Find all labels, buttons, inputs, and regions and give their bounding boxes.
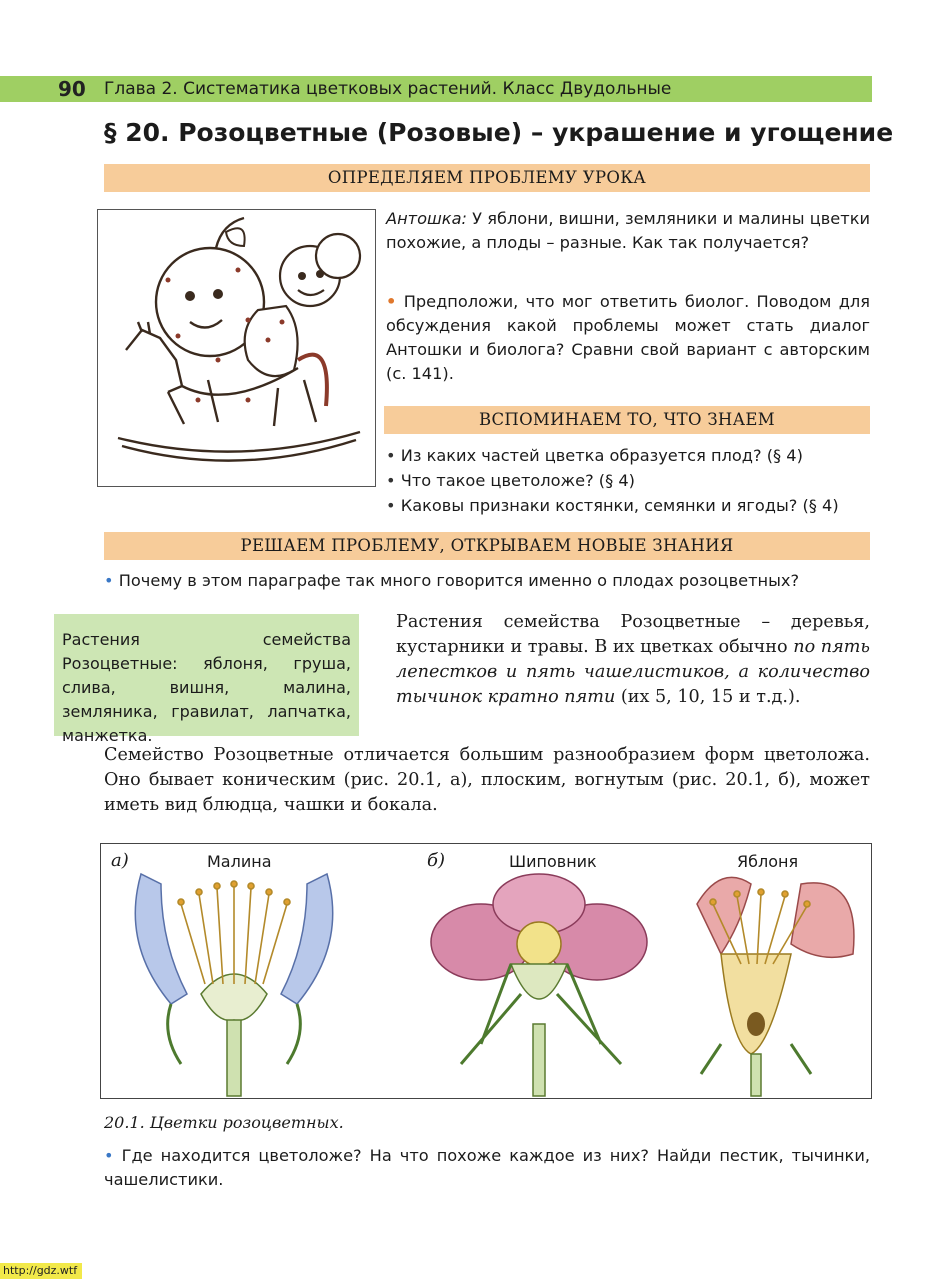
bullet-icon: • (386, 292, 397, 311)
figure-label-a: а) (111, 850, 129, 871)
question-final (104, 1144, 870, 1192)
bullet-icon: • (104, 1146, 114, 1165)
figure-frame (100, 843, 872, 1099)
antoshka-illustration (97, 209, 376, 487)
recall-item-text: Что такое цветоложе? (§ 4) (400, 471, 635, 490)
figure-name-apple: Яблоня (737, 852, 799, 871)
figure-label-b: б) (427, 850, 446, 871)
band-solve: РЕШАЕМ ПРОБЛЕМУ, ОТКРЫВАЕМ НОВЫЕ ЗНАНИЯ (104, 532, 870, 560)
page-number: 90 (58, 77, 86, 101)
paragraph-1-tail: (их 5, 10, 15 и т.д.). (615, 687, 801, 707)
raspberry-flower-icon (135, 874, 332, 1096)
dialog-line: У яблони, вишни, земляники и малины цветки похожие, а плоды – разные. Как так получается? (386, 209, 870, 252)
figure-name-raspberry: Малина (207, 852, 272, 871)
recall-item-text: Из каких частей цветка образуется плод? (§ 4) (400, 446, 803, 465)
bullet-icon: • (386, 471, 396, 490)
band-recall: ВСПОМИНАЕМ ТО, ЧТО ЗНАЕМ (384, 406, 870, 434)
section-title: § 20. Розоцветные (Розовые) – украшение и угощение (104, 118, 894, 147)
paragraph-1-text: Растения семейства Розоцветные – деревья, кустарники и травы. В их цветках обычно (396, 612, 870, 657)
apple-character-icon (156, 218, 360, 403)
watermark: http://gdz.wtf (0, 1263, 82, 1279)
dialog-text (386, 207, 870, 255)
band-problem: ОПРЕДЕЛЯЕМ ПРОБЛЕМУ УРОКА (104, 164, 870, 192)
paragraph-2: Семейство Розоцветные отличается большим разнообразием форм цветоложа. Оно бывает коническим (рис. 20.1, а), плоским, вогнутым (рис. 20.1, б), может иметь вид блюдца, чашки и бокала. (104, 745, 870, 815)
bullet-icon: • (104, 571, 114, 590)
task-1 (386, 290, 870, 386)
recall-item (386, 469, 870, 493)
bullet-icon: • (386, 496, 396, 515)
figure-name-rosehip: Шиповник (509, 852, 597, 871)
dialog-speaker: Антошка: (386, 209, 467, 228)
recall-item (386, 494, 870, 518)
question-main-text: Почему в этом параграфе так много говорится именно о плодах розоцветных? (118, 571, 800, 590)
chapter-title: Глава 2. Систематика цветковых растений. Класс Двудольные (104, 79, 672, 99)
apple-flower-icon (697, 877, 854, 1096)
paragraph-1-emphasis: по пять лепестков и пять чашелистиков, а количество тычинок кратно пяти (396, 637, 870, 707)
recall-item (386, 444, 870, 468)
paragraph-1 (396, 610, 870, 710)
question-final-text: Где находится цветоложе? На что похоже каждое из них? Найди пестик, тычинки, чашелистики. (104, 1146, 871, 1189)
bullet-icon: • (386, 446, 396, 465)
figure-caption: 20.1. Цветки розоцветных. (104, 1113, 344, 1132)
recall-item-text: Каковы признаки костянки, семянки и ягоды? (§ 4) (400, 496, 839, 515)
sidebar-note: Растения семейства Розоцветные: яблоня, груша, слива, вишня, малина, земляника, гравилат, лапчатка, манжетка. (54, 614, 359, 736)
task-1-text: Предположи, что мог ответить биолог. Поводом для обсуждения какой проблемы может стать диалог Антошки и биолога? Сравни свой вариант с авторским (с. 141). (386, 292, 870, 383)
rosehip-flower-icon (431, 874, 647, 1096)
question-main (104, 569, 874, 593)
